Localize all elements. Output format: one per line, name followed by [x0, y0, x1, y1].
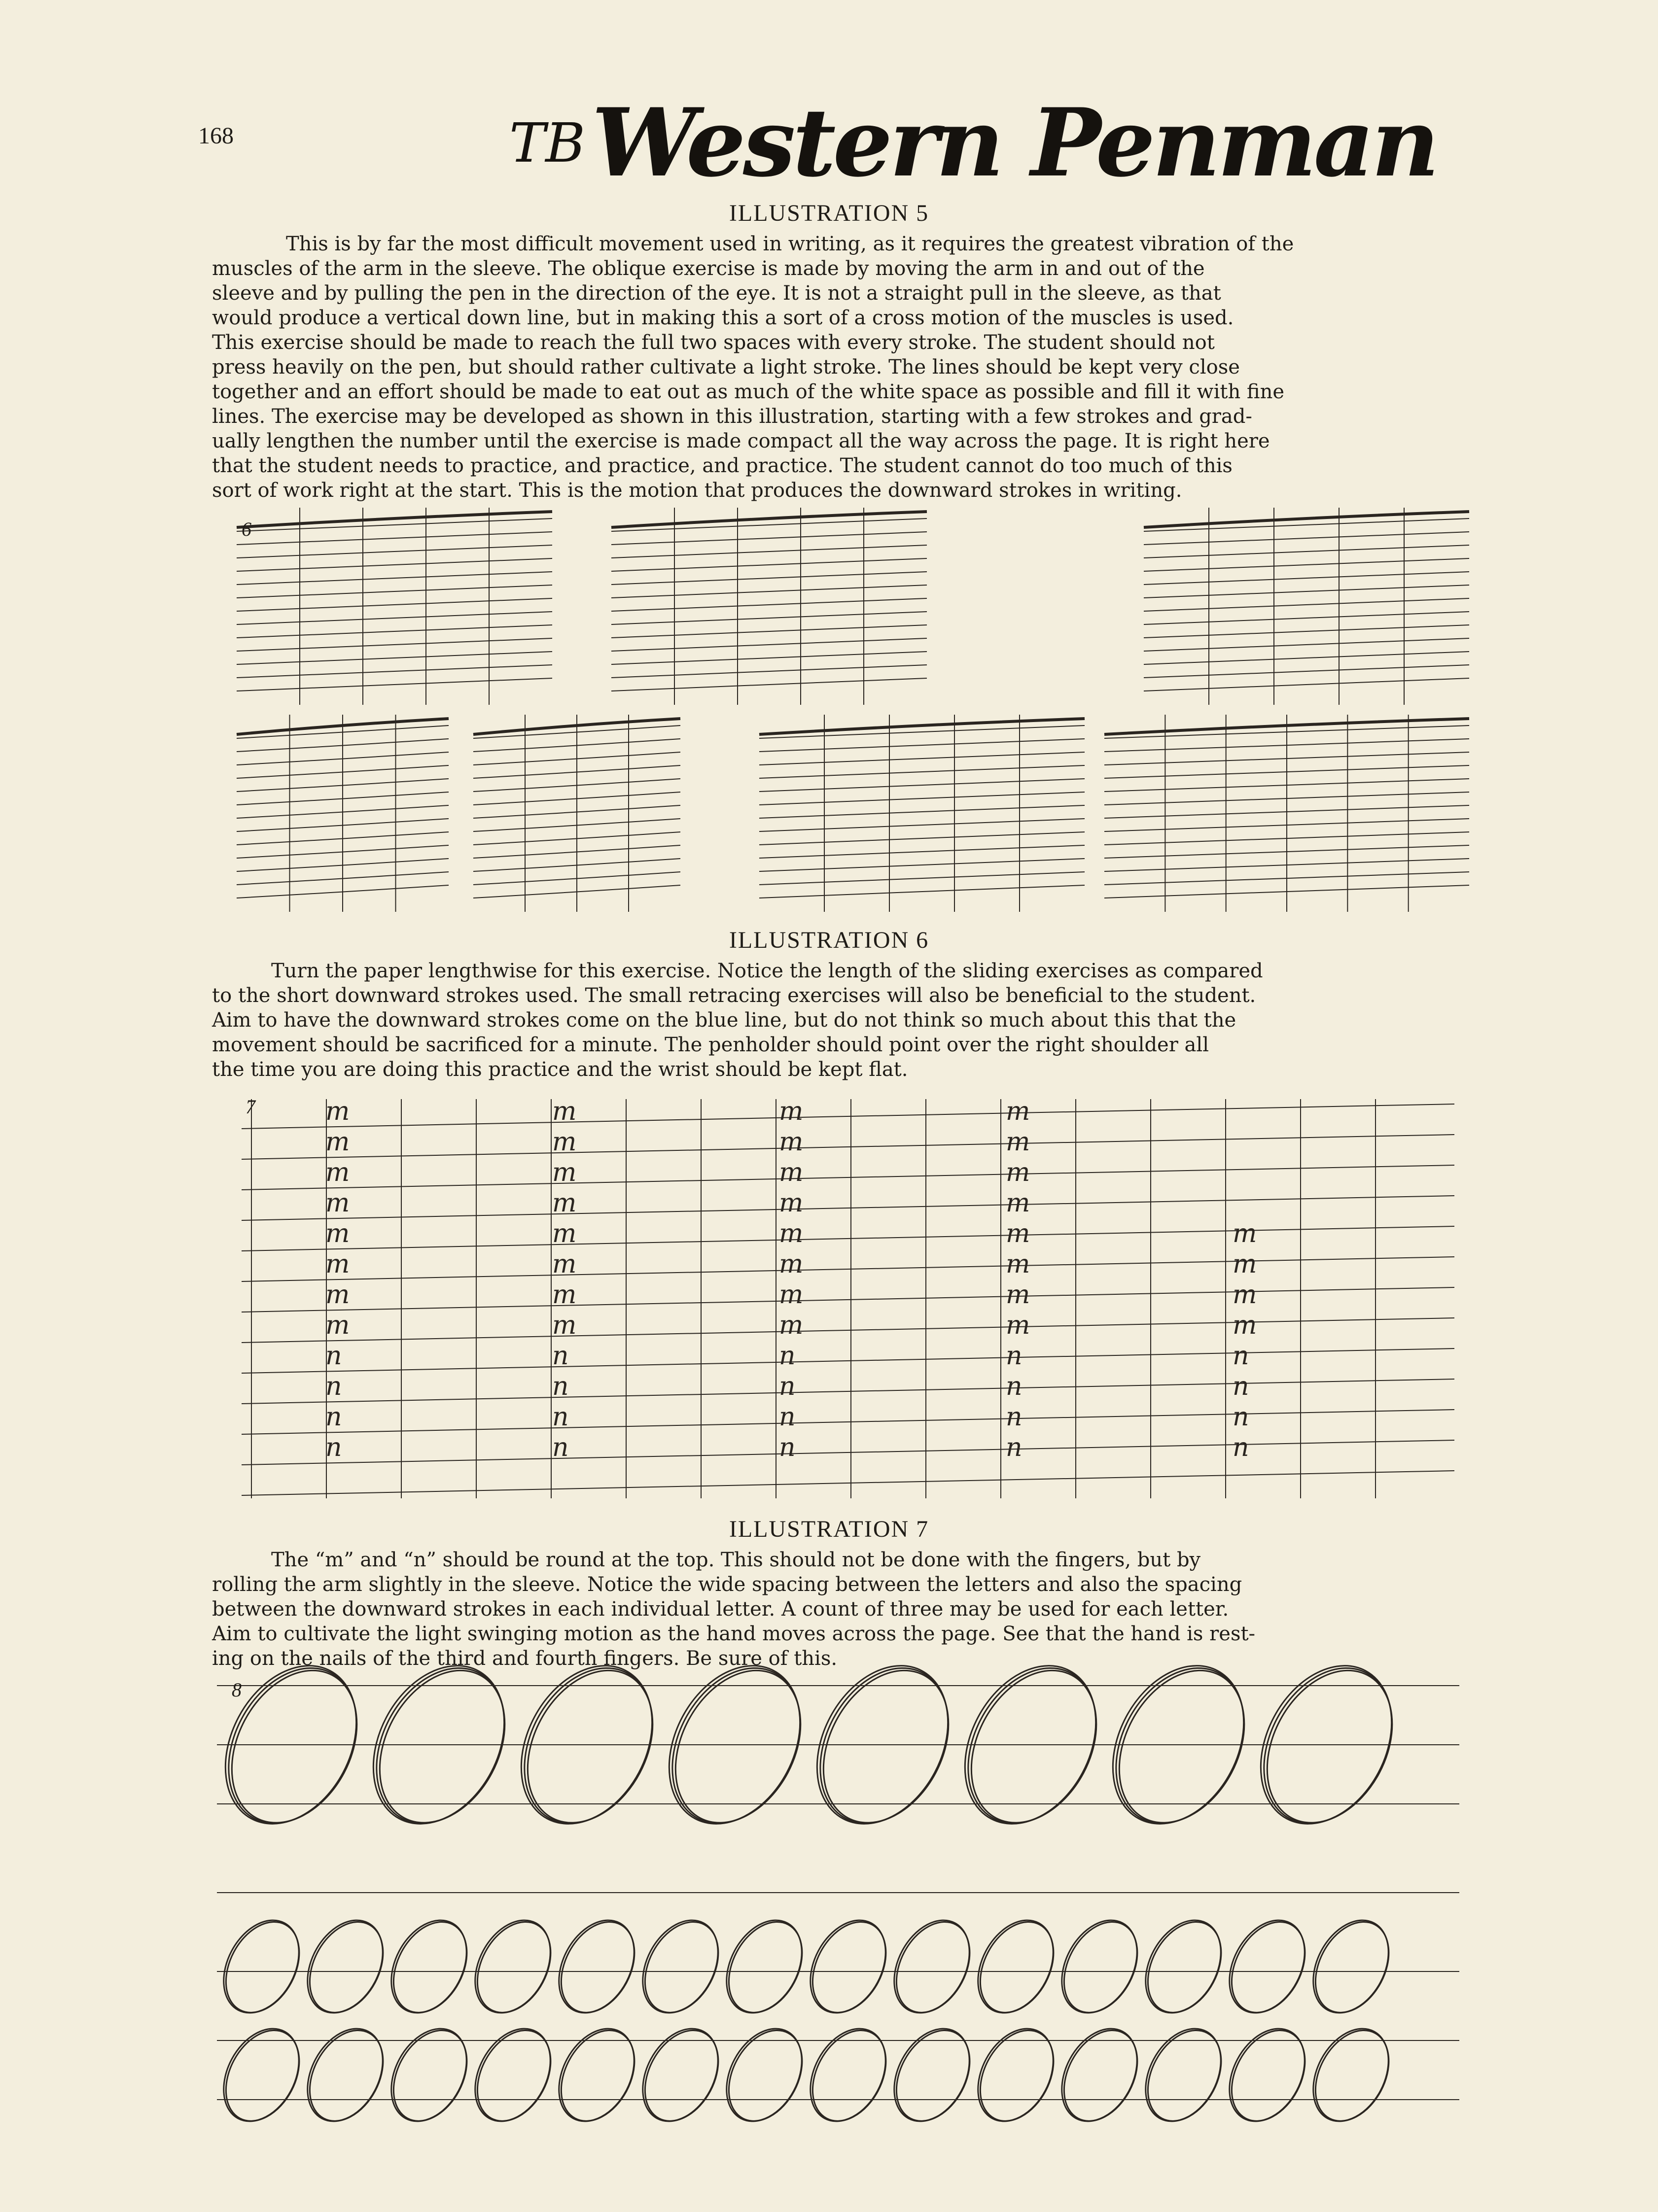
oblique-stroke	[1144, 625, 1469, 638]
oblique-stroke	[237, 652, 552, 664]
letter-glyph: m	[1006, 1158, 1030, 1187]
letter-glyph: m	[552, 1311, 577, 1340]
small-oval-exercise	[295, 1909, 398, 2025]
letter-glyph: m	[552, 1127, 577, 1157]
small-oval-exercise	[1133, 2018, 1236, 2134]
letter-glyph: n	[1006, 1341, 1023, 1371]
text-line: sleeve and by pulling the pen in the direction of the eye. It is not a straight pull in the sleeve, as that	[212, 282, 1221, 305]
letter-glyph: m	[779, 1280, 804, 1310]
oval-exercise	[499, 1646, 678, 1845]
letter-glyph: m	[779, 1097, 804, 1126]
letter-glyph: m	[1006, 1280, 1030, 1310]
small-oval-exercise	[630, 1909, 733, 2025]
oval-exercise	[943, 1646, 1122, 1845]
figure-number: 6	[242, 518, 251, 540]
letter-glyph: m	[552, 1188, 577, 1218]
letter-glyph: n	[1233, 1402, 1249, 1432]
oblique-stroke	[611, 598, 927, 611]
oblique-exercise-plate	[237, 508, 1479, 932]
letter-glyph: n	[325, 1402, 342, 1432]
letter-glyph: m	[1233, 1219, 1257, 1248]
small-oval-exercise	[714, 2018, 817, 2134]
small-oval-exercise	[462, 1909, 565, 2025]
text-line: together and an effort should be made to eat out as much of the white space as possible and fill it with fine	[212, 380, 1285, 403]
letter-glyph: m	[325, 1158, 350, 1187]
letter-glyph: m	[779, 1311, 804, 1340]
masthead-logo	[493, 69, 1437, 217]
oval-exercise	[798, 1649, 973, 1844]
letter-glyph: m	[779, 1188, 804, 1218]
text-line: between the downward strokes in each individual letter. A count of three may be used for each letter.	[212, 1598, 1229, 1621]
small-oval-exercise	[379, 2018, 482, 2134]
letter-glyph: n	[779, 1433, 796, 1462]
oblique-stroke	[611, 678, 927, 691]
letter-glyph: n	[779, 1341, 796, 1371]
oblique-stroke	[1144, 532, 1469, 545]
oblique-stroke	[237, 625, 552, 638]
small-oval-exercise	[546, 2018, 649, 2134]
page-number: 168	[198, 123, 234, 149]
letter-glyph: m	[325, 1097, 350, 1126]
illustration-5-heading: ILLUSTRATION 5	[729, 200, 929, 226]
text-line: would produce a vertical down line, but in making this a sort of a cross motion of the muscles is used.	[212, 307, 1234, 329]
oblique-stroke	[1144, 665, 1469, 678]
oval-exercise	[647, 1646, 826, 1845]
oblique-stroke	[237, 638, 552, 651]
small-oval-exercise	[295, 2018, 398, 2134]
oblique-stroke	[611, 665, 927, 678]
text-line: The “m” and “n” should be round at the top. This should not be done with the fingers, but by	[271, 1549, 1201, 1571]
illustration-7-text	[212, 1548, 1494, 1671]
letter-glyph: n	[552, 1372, 569, 1401]
small-oval-exercise	[714, 1909, 817, 2025]
letter-glyph: n	[325, 1372, 342, 1401]
text-line: muscles of the arm in the sleeve. The oblique exercise is made by moving the arm in and out of the	[212, 257, 1205, 280]
letter-glyph: n	[552, 1341, 569, 1371]
letter-glyph: n	[779, 1372, 796, 1401]
letter-glyph: m	[325, 1219, 350, 1248]
oblique-stroke	[759, 885, 1085, 898]
oval-exercise	[203, 1646, 382, 1845]
small-oval-exercise	[546, 1909, 649, 2025]
letter-glyph: m	[779, 1219, 804, 1248]
oval-exercise	[1242, 1649, 1417, 1844]
small-oval-exercise	[1049, 2018, 1152, 2134]
text-line: the time you are doing this practice and the wrist should be kept flat.	[212, 1058, 908, 1081]
oblique-stroke	[611, 545, 927, 558]
text-line: to the short downward strokes used. The small retracing exercises will also be beneficial to the student.	[212, 984, 1256, 1007]
small-oval-exercise	[462, 2018, 565, 2134]
oval-exercise	[795, 1646, 974, 1845]
oblique-stroke	[611, 625, 927, 638]
oblique-stroke	[1144, 612, 1469, 624]
text-line: Turn the paper lengthwise for this exercise. Notice the length of the sliding exercises as compared	[271, 960, 1263, 982]
text-line: This exercise should be made to reach the full two spaces with every stroke. The student should not	[212, 331, 1215, 354]
figure-number: 7	[246, 1096, 255, 1118]
letter-glyph: m	[325, 1280, 350, 1310]
letter-glyph: m	[779, 1249, 804, 1279]
letter-glyph: n	[552, 1402, 569, 1432]
letter-glyph: m	[1006, 1249, 1030, 1279]
guide-line	[242, 1287, 1454, 1312]
oval-exercise	[946, 1649, 1121, 1844]
oblique-stroke	[759, 819, 1085, 831]
small-oval-exercise	[882, 2018, 985, 2134]
letter-glyph: m	[1006, 1311, 1030, 1340]
letter-glyph: m	[325, 1249, 350, 1279]
oval-exercise	[354, 1649, 529, 1844]
small-oval-exercise	[1049, 1909, 1152, 2025]
small-oval-exercise	[1217, 2018, 1320, 2134]
oblique-stroke	[611, 612, 927, 624]
oval-exercise	[1091, 1646, 1270, 1845]
oblique-stroke	[237, 598, 552, 611]
letter-glyph: n	[325, 1433, 342, 1462]
oblique-stroke	[1144, 572, 1469, 585]
oblique-stroke	[759, 739, 1085, 752]
text-line: Aim to have the downward strokes come on the blue line, but do not think so much about this that the	[212, 1009, 1236, 1032]
letter-glyph: m	[1233, 1311, 1257, 1340]
text-line: ing on the nails of the third and fourth fingers. Be sure of this.	[212, 1647, 838, 1670]
oblique-stroke	[759, 765, 1085, 778]
oblique-stroke	[759, 792, 1085, 805]
text-line: Aim to cultivate the light swinging motion as the hand moves across the page. See that the hand is rest-	[212, 1623, 1256, 1645]
oblique-stroke	[237, 665, 552, 678]
letter-glyph: m	[552, 1219, 577, 1248]
text-line: that the student needs to practice, and practice, and practice. The student cannot do too much of this	[212, 454, 1233, 477]
oblique-stroke	[611, 585, 927, 598]
oblique-stroke	[759, 845, 1085, 858]
oblique-stroke	[611, 572, 927, 585]
guide-line	[242, 1135, 1454, 1159]
text-line: lines. The exercise may be developed as shown in this illustration, starting with a few strokes and grad-	[212, 405, 1252, 428]
letter-glyph: m	[552, 1158, 577, 1187]
oblique-stroke	[1144, 652, 1469, 664]
oblique-stroke	[759, 779, 1085, 792]
letter-glyph: n	[1006, 1402, 1023, 1432]
oblique-stroke	[237, 612, 552, 624]
letter-glyph: m	[325, 1188, 350, 1218]
letter-glyph: m	[1006, 1219, 1030, 1248]
oval-exercise	[1238, 1646, 1417, 1845]
small-oval-exercise	[1217, 1909, 1320, 2025]
letter-glyph: m	[552, 1097, 577, 1126]
letter-glyph: m	[1233, 1280, 1257, 1310]
guide-line	[242, 1104, 1454, 1129]
guide-line	[242, 1318, 1454, 1343]
letter-glyph: m	[1006, 1127, 1030, 1157]
letter-glyph: m	[779, 1158, 804, 1187]
text-line: movement should be sacrificed for a minute. The penholder should point over the right shoulder all	[212, 1034, 1209, 1056]
oblique-stroke	[759, 859, 1085, 871]
oblique-stroke	[759, 752, 1085, 765]
letter-glyph: m	[1006, 1097, 1030, 1126]
letter-glyph: m	[1233, 1249, 1257, 1279]
oblique-stroke	[611, 558, 927, 571]
masthead-monogram: TB	[509, 111, 586, 174]
oblique-stroke	[1144, 558, 1469, 571]
small-oval-exercise	[211, 1909, 314, 2025]
letter-glyph: n	[1006, 1372, 1023, 1401]
illustration-6-heading: ILLUSTRATION 6	[729, 927, 929, 953]
letter-glyph: n	[552, 1433, 569, 1462]
oblique-stroke	[237, 558, 552, 571]
oblique-stroke	[611, 638, 927, 651]
oval-exercise-plate	[217, 1676, 1459, 2119]
letter-glyph: m	[779, 1127, 804, 1157]
oblique-stroke	[1144, 598, 1469, 611]
oval-exercise	[351, 1646, 530, 1845]
letter-glyph: m	[1006, 1188, 1030, 1218]
oval-exercise	[650, 1649, 825, 1844]
guide-line	[242, 1196, 1454, 1220]
guide-line	[242, 1471, 1454, 1495]
small-oval-exercise	[798, 1909, 901, 2025]
guide-line	[242, 1440, 1454, 1465]
oblique-stroke	[237, 532, 552, 545]
oblique-stroke	[237, 545, 552, 558]
oblique-stroke	[1144, 638, 1469, 651]
letter-glyph: n	[1006, 1433, 1023, 1462]
letter-glyph: m	[325, 1311, 350, 1340]
oblique-stroke	[611, 652, 927, 664]
letter-glyph: n	[779, 1402, 796, 1432]
text-line: ually lengthen the number until the exercise is made compact all the way across the page. It is right here	[212, 430, 1270, 452]
letter-glyph: n	[325, 1341, 342, 1371]
small-oval-exercise	[882, 1909, 985, 2025]
text-line: rolling the arm slightly in the sleeve. Notice the wide spacing between the letters and also the spacing	[212, 1573, 1242, 1596]
m-n-exercise-plate	[242, 1094, 1454, 1503]
small-oval-exercise	[798, 2018, 901, 2134]
guide-line	[242, 1379, 1454, 1404]
small-oval-exercise	[1133, 1909, 1236, 2025]
figure-number: 8	[232, 1679, 242, 1701]
text-line: sort of work right at the start. This is the motion that produces the downward strokes in writing.	[212, 479, 1182, 502]
letter-glyph: m	[325, 1127, 350, 1157]
letter-glyph: n	[1233, 1341, 1249, 1371]
illustration-7-heading: ILLUSTRATION 7	[729, 1516, 929, 1542]
text-line: press heavily on the pen, but should rather cultivate a light stroke. The lines should be kept very close	[212, 356, 1240, 379]
masthead-title: Western Penman	[592, 88, 1437, 198]
small-oval-exercise	[211, 2018, 314, 2134]
small-oval-exercise	[965, 1909, 1068, 2025]
oblique-stroke	[237, 678, 552, 691]
oblique-stroke	[1144, 545, 1469, 558]
oblique-stroke	[611, 532, 927, 545]
oblique-stroke	[237, 572, 552, 585]
letter-glyph: m	[552, 1249, 577, 1279]
illustration-6-text	[212, 959, 1494, 1082]
small-oval-exercise	[379, 1909, 482, 2025]
letter-glyph: n	[1233, 1433, 1249, 1462]
small-oval-exercise	[965, 2018, 1068, 2134]
guide-line	[242, 1257, 1454, 1281]
illustration-5-text	[212, 232, 1494, 503]
letter-glyph: m	[552, 1280, 577, 1310]
oblique-stroke	[759, 805, 1085, 818]
oblique-stroke	[759, 832, 1085, 845]
small-oval-exercise	[630, 2018, 733, 2134]
small-oval-exercise	[1301, 1909, 1404, 2025]
oblique-stroke	[1144, 585, 1469, 598]
letter-glyph: n	[1233, 1372, 1249, 1401]
guide-line	[242, 1165, 1454, 1190]
guide-line	[242, 1410, 1454, 1434]
guide-line	[242, 1226, 1454, 1251]
oblique-stroke	[1144, 678, 1469, 691]
text-line: This is by far the most difficult movement used in writing, as it requires the greatest vibration of the	[286, 233, 1294, 255]
oblique-stroke	[759, 872, 1085, 885]
guide-line	[242, 1348, 1454, 1373]
oblique-stroke	[237, 585, 552, 598]
oval-exercise	[502, 1649, 677, 1844]
small-oval-exercise	[1301, 2018, 1404, 2134]
oval-exercise	[1094, 1649, 1269, 1844]
